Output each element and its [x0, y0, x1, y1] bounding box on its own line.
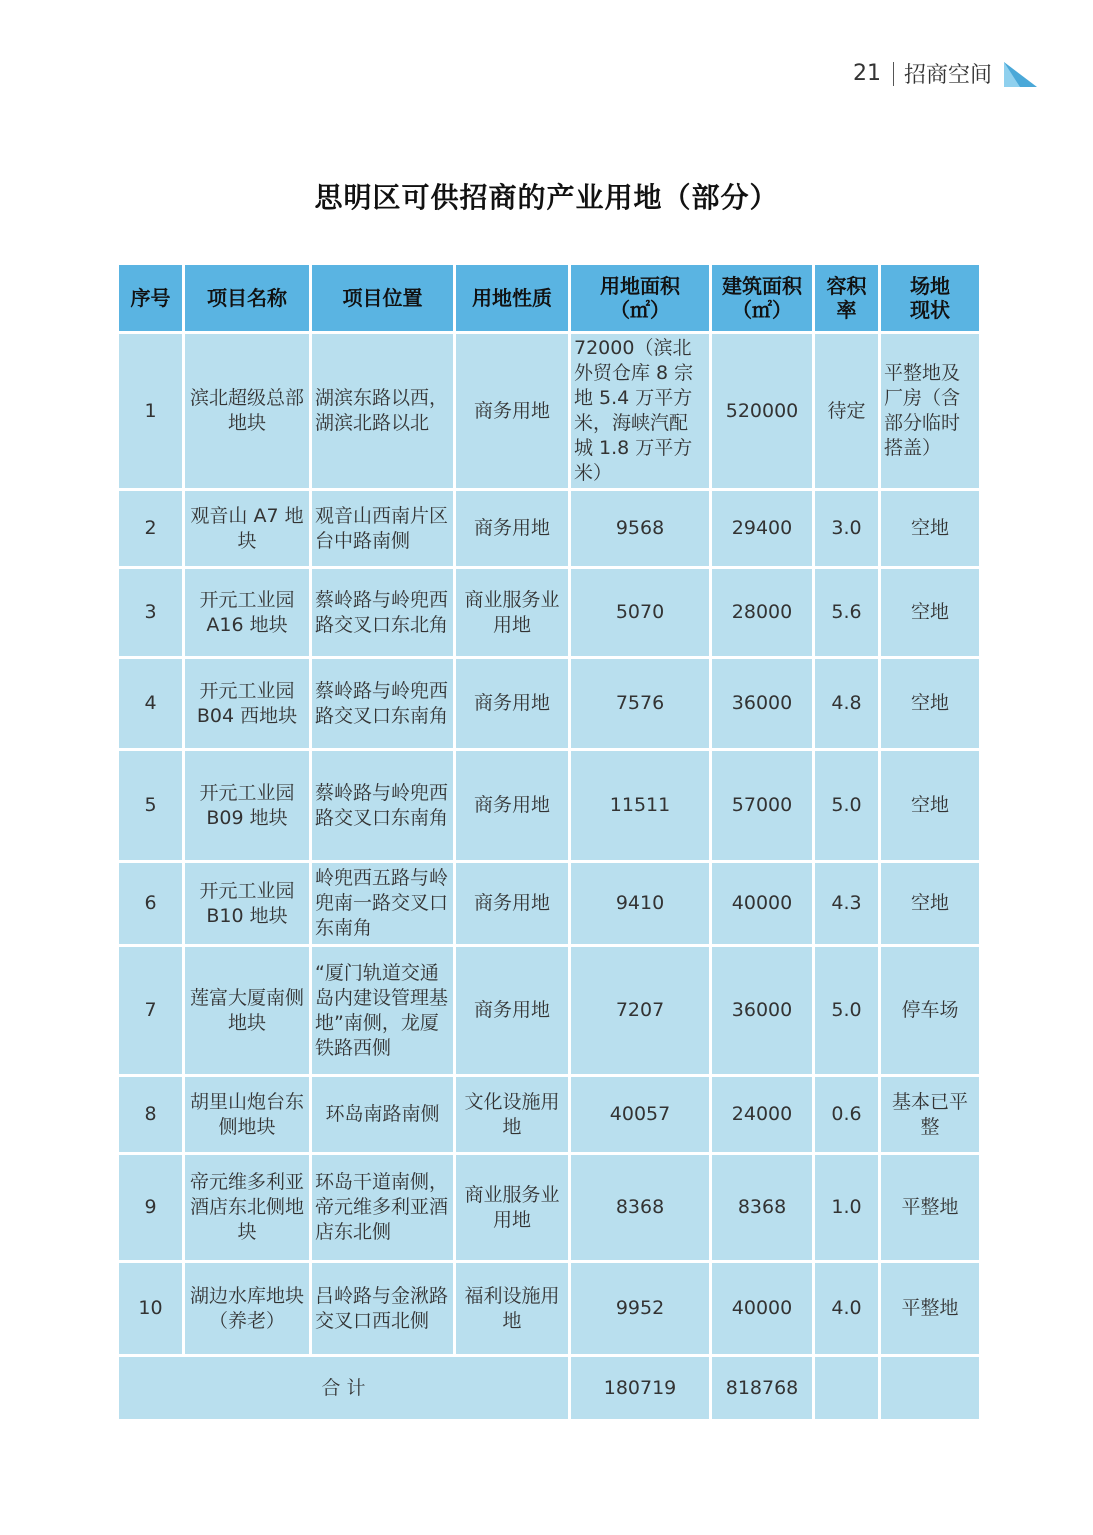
- cell-status: 空地: [880, 568, 981, 658]
- cell-land-area: 72000（滨北外贸仓库 8 宗地 5.4 万平方米，海峡汽配城 1.8 万平方米）: [570, 333, 711, 490]
- cell-name: 开元工业园 A16 地块: [184, 568, 311, 658]
- cell-far: 4.0: [814, 1262, 880, 1356]
- cell-use: 商务用地: [455, 750, 570, 862]
- cell-building-area: 28000: [711, 568, 814, 658]
- cell-location: 吕岭路与金湫路交叉口西北侧: [311, 1262, 455, 1356]
- cell-building-area: 8368: [711, 1154, 814, 1262]
- table-row: [118, 1076, 981, 1154]
- cell-land-area: 7207: [570, 946, 711, 1076]
- cell-location: “厦门轨道交通岛内建设管理基地”南侧，龙厦铁路西侧: [311, 946, 455, 1076]
- cell-status: 空地: [880, 862, 981, 946]
- cell-location: 湖滨东路以西，湖滨北路以北: [311, 333, 455, 490]
- cell-far: 5.0: [814, 946, 880, 1076]
- cell-no: 4: [118, 658, 184, 750]
- cell-far: 4.3: [814, 862, 880, 946]
- cell-no: 9: [118, 1154, 184, 1262]
- cell-name: 湖边水库地块（养老）: [184, 1262, 311, 1356]
- cell-far: 1.0: [814, 1154, 880, 1262]
- triangle-decoration-icon: [1002, 60, 1038, 88]
- cell-building-area: 36000: [711, 946, 814, 1076]
- total-building-area: 818768: [711, 1356, 814, 1421]
- table-row: [118, 1262, 981, 1356]
- cell-location: 岭兜西五路与岭兜南一路交叉口东南角: [311, 862, 455, 946]
- cell-use: 文化设施用地: [455, 1076, 570, 1154]
- cell-far: 4.8: [814, 658, 880, 750]
- cell-status: 空地: [880, 490, 981, 568]
- cell-use: 商务用地: [455, 946, 570, 1076]
- total-label: 合 计: [118, 1356, 570, 1421]
- cell-land-area: 9952: [570, 1262, 711, 1356]
- cell-status: 停车场: [880, 946, 981, 1076]
- cell-no: 2: [118, 490, 184, 568]
- cell-no: 6: [118, 862, 184, 946]
- cell-status: 平整地: [880, 1154, 981, 1262]
- cell-use: 商业服务业用地: [455, 1154, 570, 1262]
- cell-use: 商务用地: [455, 333, 570, 490]
- column-header: 序号: [118, 264, 184, 333]
- cell-name: 开元工业园 B10 地块: [184, 862, 311, 946]
- cell-name: 开元工业园 B09 地块: [184, 750, 311, 862]
- cell-no: 8: [118, 1076, 184, 1154]
- cell-location: 蔡岭路与岭兜西路交叉口东南角: [311, 658, 455, 750]
- cell-location: 环岛南路南侧: [311, 1076, 455, 1154]
- table-row: [118, 1154, 981, 1262]
- section-name: 招商空间: [903, 63, 992, 88]
- cell-building-area: 24000: [711, 1076, 814, 1154]
- cell-no: 1: [118, 333, 184, 490]
- column-header: 项目位置: [311, 264, 455, 333]
- cell-location: 观音山西南片区台中路南侧: [311, 490, 455, 568]
- cell-land-area: 5070: [570, 568, 711, 658]
- cell-far: 3.0: [814, 490, 880, 568]
- table-row: [118, 946, 981, 1076]
- cell-status: 平整地及厂房（含部分临时搭盖）: [880, 333, 981, 490]
- cell-name: 帝元维多利亚酒店东北侧地块: [184, 1154, 311, 1262]
- page-number: 21: [852, 61, 881, 86]
- cell-status: 基本已平整: [880, 1076, 981, 1154]
- table-header-row: [118, 264, 981, 333]
- cell-land-area: 7576: [570, 658, 711, 750]
- cell-no: 10: [118, 1262, 184, 1356]
- land-table: [116, 262, 982, 1422]
- table-row: [118, 862, 981, 946]
- cell-far: 待定: [814, 333, 880, 490]
- column-header: 用地面积 （㎡）: [570, 264, 711, 333]
- cell-location: 蔡岭路与岭兜西路交叉口东南角: [311, 750, 455, 862]
- cell-status: 空地: [880, 750, 981, 862]
- cell-building-area: 57000: [711, 750, 814, 862]
- cell-location: 环岛干道南侧，帝元维多利亚酒店东北侧: [311, 1154, 455, 1262]
- header-divider: [893, 62, 894, 86]
- column-header: 场地 现状: [880, 264, 981, 333]
- total-land-area: 180719: [570, 1356, 711, 1421]
- cell-name: 观音山 A7 地块: [184, 490, 311, 568]
- cell-land-area: 40057: [570, 1076, 711, 1154]
- table-row: [118, 490, 981, 568]
- cell-land-area: 11511: [570, 750, 711, 862]
- cell-land-area: 8368: [570, 1154, 711, 1262]
- cell-use: 商务用地: [455, 490, 570, 568]
- cell-name: 开元工业园 B04 西地块: [184, 658, 311, 750]
- cell-use: 福利设施用地: [455, 1262, 570, 1356]
- cell-far: 5.0: [814, 750, 880, 862]
- cell-building-area: 29400: [711, 490, 814, 568]
- cell-far: 5.6: [814, 568, 880, 658]
- table-row: [118, 750, 981, 862]
- cell-far: 0.6: [814, 1076, 880, 1154]
- cell-no: 7: [118, 946, 184, 1076]
- cell-no: 3: [118, 568, 184, 658]
- total-status: [880, 1356, 981, 1421]
- total-far: [814, 1356, 880, 1421]
- cell-land-area: 9568: [570, 490, 711, 568]
- page-title: 思明区可供招商的产业用地（部分）: [314, 181, 779, 214]
- column-header: 建筑面积 （㎡）: [711, 264, 814, 333]
- cell-status: 空地: [880, 658, 981, 750]
- table-row: [118, 333, 981, 490]
- cell-building-area: 40000: [711, 1262, 814, 1356]
- cell-building-area: 36000: [711, 658, 814, 750]
- cell-use: 商业服务业用地: [455, 568, 570, 658]
- cell-no: 5: [118, 750, 184, 862]
- cell-use: 商务用地: [455, 862, 570, 946]
- table-row: [118, 568, 981, 658]
- cell-land-area: 9410: [570, 862, 711, 946]
- cell-building-area: 40000: [711, 862, 814, 946]
- cell-use: 商务用地: [455, 658, 570, 750]
- cell-name: 胡里山炮台东侧地块: [184, 1076, 311, 1154]
- column-header: 容积 率: [814, 264, 880, 333]
- cell-location: 蔡岭路与岭兜西路交叉口东北角: [311, 568, 455, 658]
- table-row: [118, 658, 981, 750]
- cell-status: 平整地: [880, 1262, 981, 1356]
- page-header: [853, 58, 1038, 89]
- column-header: 项目名称: [184, 264, 311, 333]
- cell-building-area: 520000: [711, 333, 814, 490]
- table-total-row: [118, 1356, 981, 1421]
- cell-name: 滨北超级总部地块: [184, 333, 311, 490]
- cell-name: 莲富大厦南侧地块: [184, 946, 311, 1076]
- column-header: 用地性质: [455, 264, 570, 333]
